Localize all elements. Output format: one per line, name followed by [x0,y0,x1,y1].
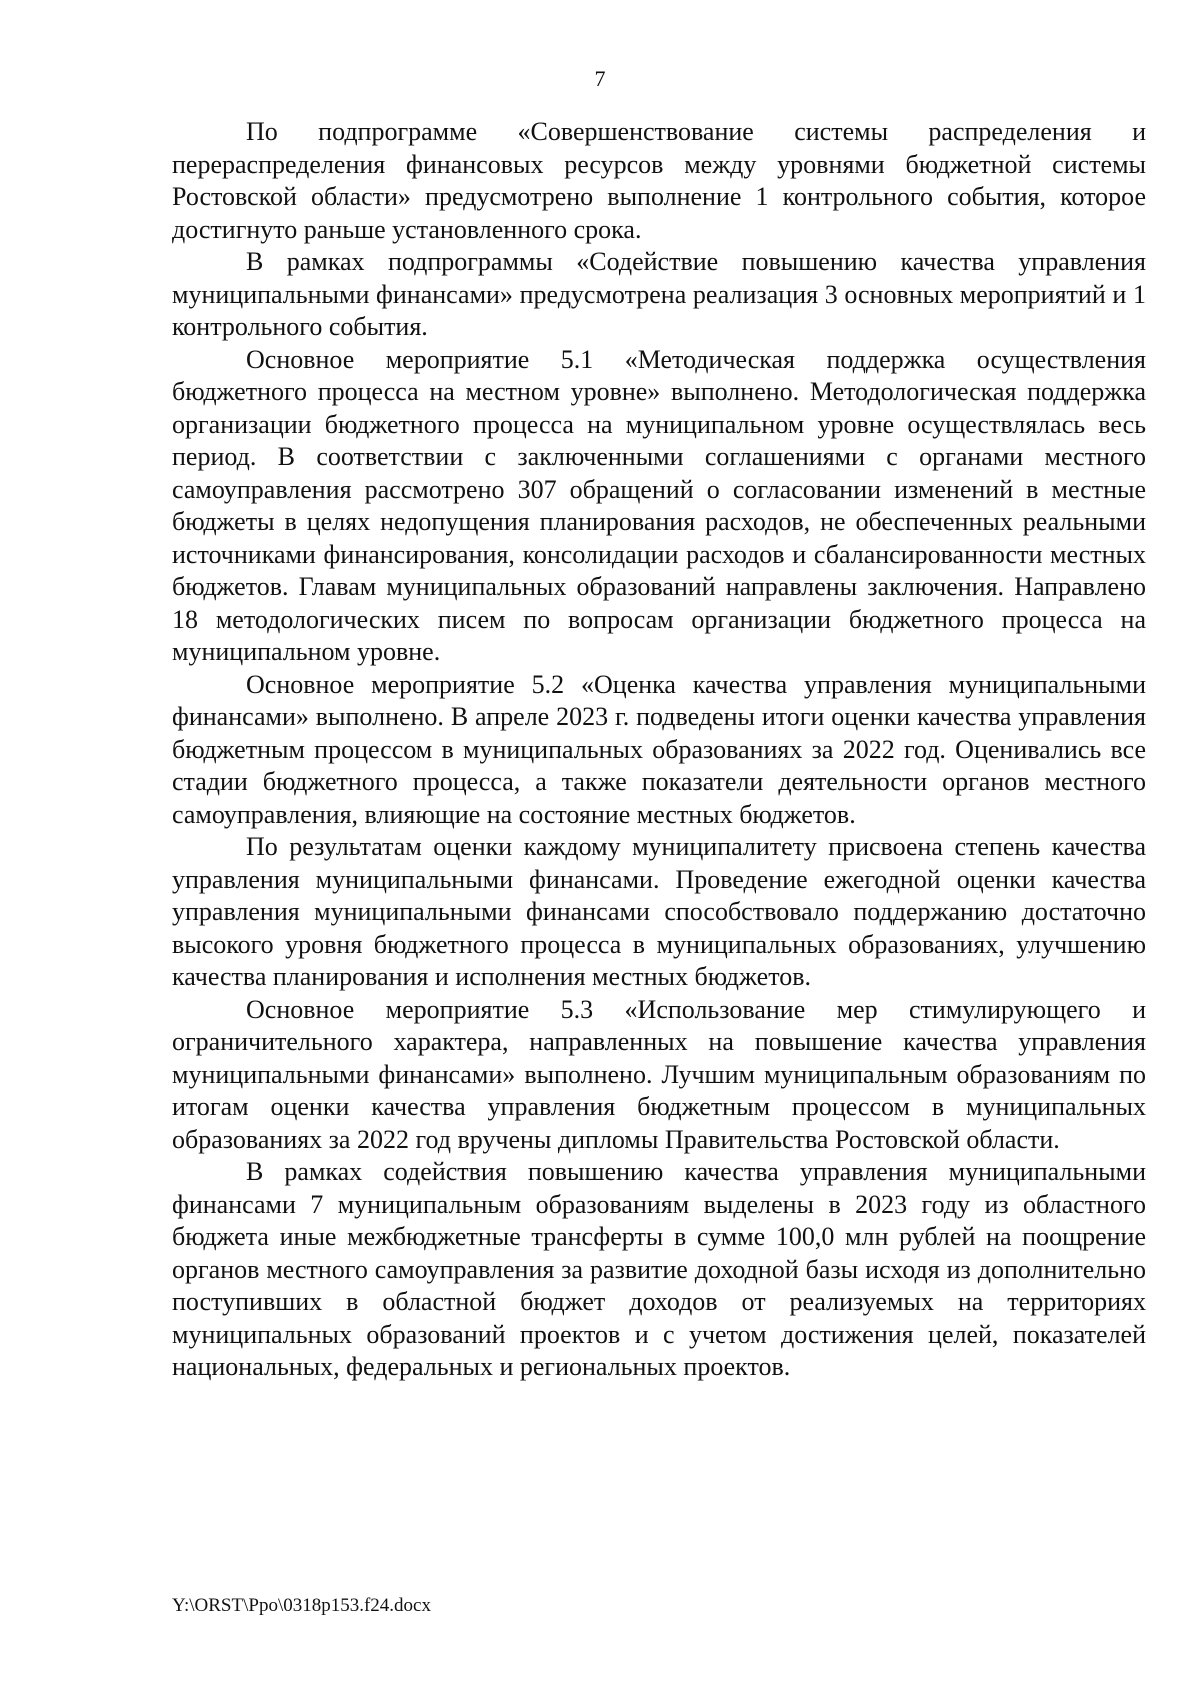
footer-file-path: Y:\ORST\Ppo\0318p153.f24.docx [172,1595,431,1616]
paragraph-subprogram-redistribution: По подпрограмме «Совершенствование системы распределения и перераспределения финансовых ресурсов между уровнями бюджетной системы Ростовской области» предусмотрено выполнение 1 контрольного события, которое достигнуто раньше установленного срока. [172,117,1146,244]
paragraph-subprogram-municipal-finance: В рамках подпрограммы «Содействие повышению качества управления муниципальными финансами» предусмотрена реализация 3 основных мероприятий и 1 контрольного события. [172,247,1146,341]
page-number: 7 [594,66,606,91]
document-body [172,116,1146,1384]
paragraph-measure-5-3: Основное мероприятие 5.3 «Использование мер стимулирующего и ограничительного характера, направленных на повышение качества управления муниципальными финансами» выполнено. Лучшим муниципальным образованиям по итогам оценки качества управления бюджетным процессом в муниципальных образованиях за 2022 год вручены дипломы Правительства Ростовской области. [172,994,1146,1154]
paragraph-transfers: В рамках содействия повышению качества управления муниципальными финансами 7 муниципальным образованиям выделены в 2023 году из областного бюджета иные межбюджетные трансферты в сумме 100,0 млн рублей на поощрение органов местного самоуправления за развитие доходной базы исходя из дополнительно поступивших в областной бюджет доходов от реализуемых на территориях муниципальных образований проектов и с учетом достижения целей, показателей национальных, федеральных и региональных проектов. [172,1157,1146,1381]
paragraph-measure-5-1: Основное мероприятие 5.1 «Методическая поддержка осуществления бюджетного процесса на местном уровне» выполнено. Методологическая поддержка организации бюджетного процесса на муниципальном уровне осуществлялась весь период. В соответствии с заключенными соглашениями с органами местного самоуправления рассмотрено 307 обращений о согласовании изменений в местные бюджеты в целях недопущения планирования расходов, не обеспеченных реальными источниками финансирования, консолидации расходов и сбалансированности местных бюджетов. Главам муниципальных образований направлены заключения. Направлено 18 методологических писем по вопросам организации бюджетного процесса на муниципальном уровне. [172,344,1146,666]
paragraph-measure-5-2: Основное мероприятие 5.2 «Оценка качества управления муниципальными финансами» выполнено. В апреле 2023 г. подведены итоги оценки качества управления бюджетным процессом в муниципальных образованиях за 2022 год. Оценивались все стадии бюджетного процесса, а также показатели деятельности органов местного самоуправления, влияющие на состояние местных бюджетов. [172,669,1146,829]
paragraph-assessment-results: По результатам оценки каждому муниципалитету присвоена степень качества управления муниципальными финансами. Проведение ежегодной оценки качества управления муниципальными финансами способствовало поддержанию достаточно высокого уровня бюджетного процесса в муниципальных образованиях, улучшению качества планирования и исполнения местных бюджетов. [172,832,1146,991]
